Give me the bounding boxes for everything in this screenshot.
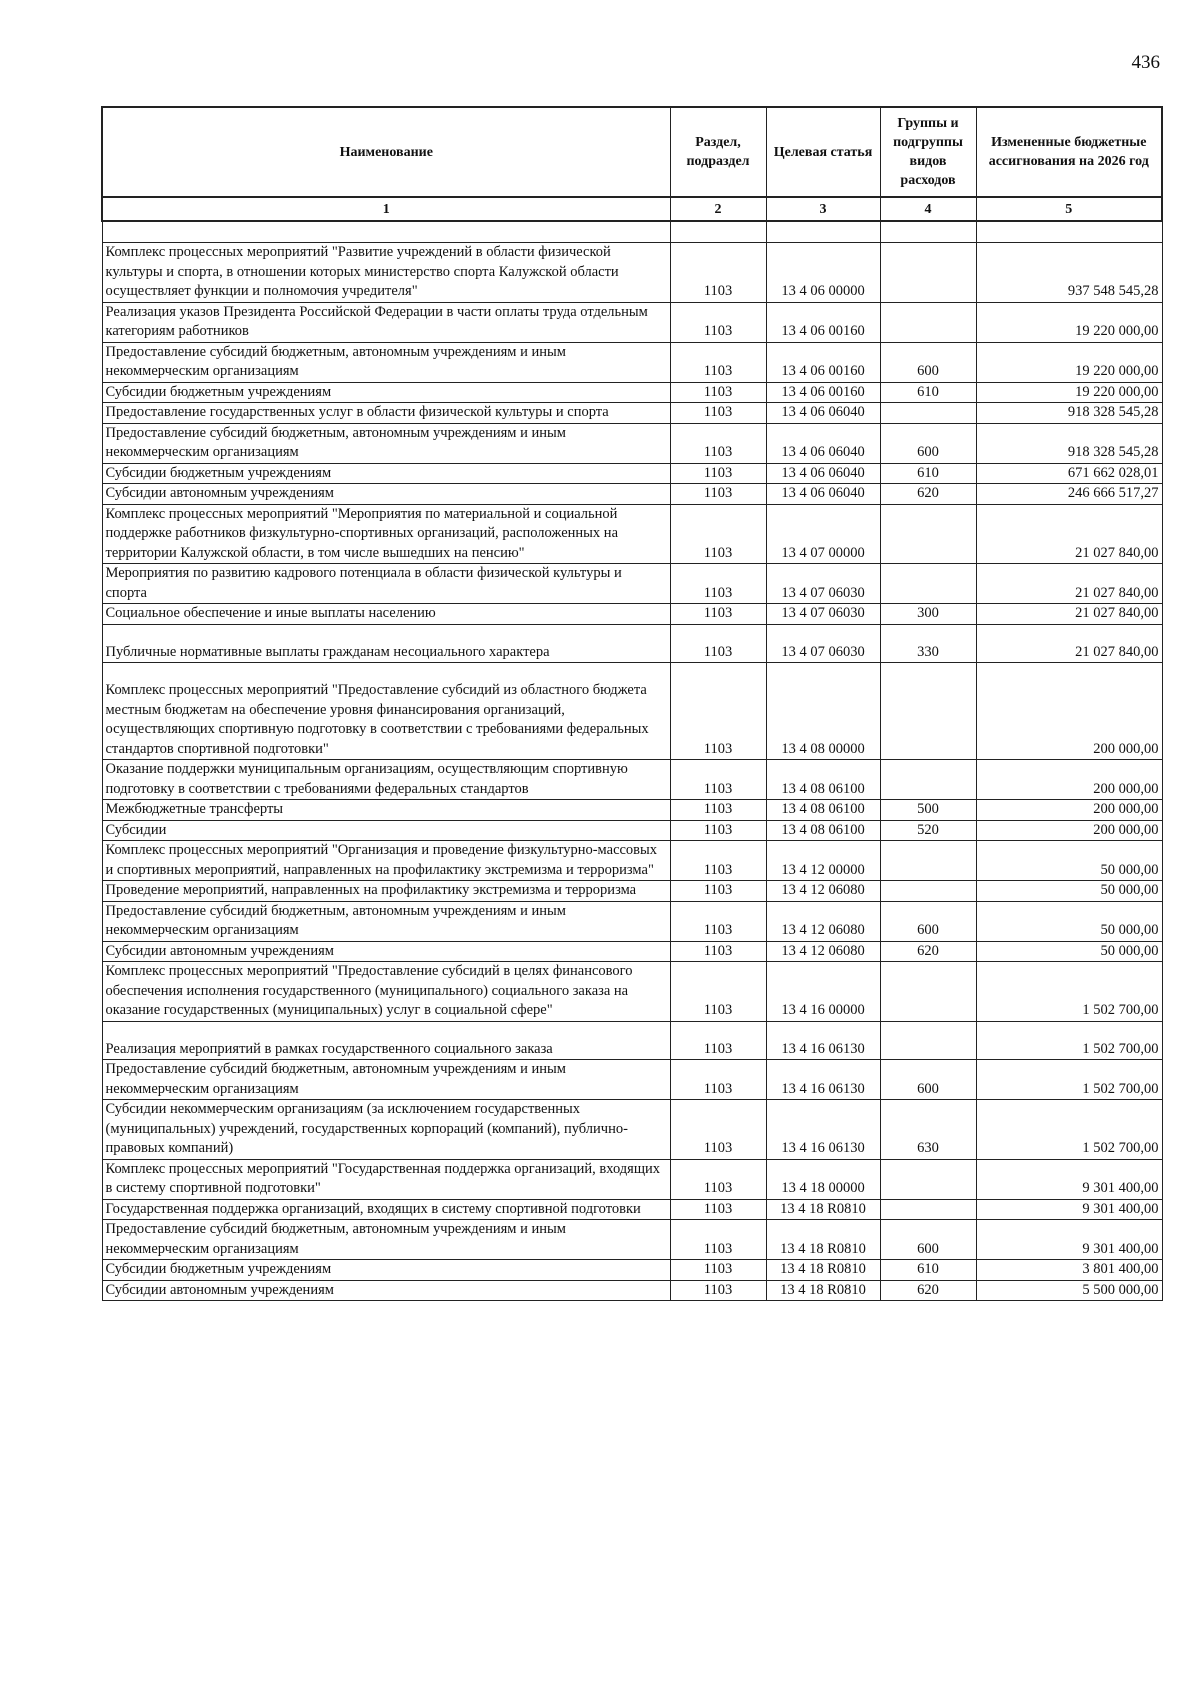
row-amount: 21 027 840,00 — [976, 564, 1162, 604]
row-section: 1103 — [670, 463, 766, 484]
row-amount: 50 000,00 — [976, 941, 1162, 962]
row-name: Комплекс процессных мероприятий "Предоставление субсидий в целях финансового обеспечения исполнения государственного (муниципального) социального заказа на оказание государственных (муниципальных) услуг в социальной сфере" — [102, 962, 670, 1022]
page-number: 436 — [1131, 52, 1160, 73]
row-group: 300 — [880, 604, 976, 625]
row-article: 13 4 06 00160 — [766, 302, 880, 342]
row-section: 1103 — [670, 243, 766, 303]
row-name: Субсидии автономным учреждениям — [102, 1280, 670, 1301]
row-group — [880, 1040, 976, 1060]
row-article: 13 4 12 06080 — [766, 881, 880, 902]
table-row — [102, 643, 1162, 663]
row-group: 600 — [880, 342, 976, 382]
row-article: 13 4 18 R0810 — [766, 1280, 880, 1301]
column-number: 2 — [670, 197, 766, 221]
row-group — [880, 1199, 976, 1220]
table-row — [102, 302, 1162, 342]
row-section: 1103 — [670, 504, 766, 564]
row-amount: 200 000,00 — [976, 681, 1162, 760]
row-amount: 50 000,00 — [976, 901, 1162, 941]
row-name: Межбюджетные трансферты — [102, 800, 670, 821]
row-group — [880, 504, 976, 564]
row-article: 13 4 07 06030 — [766, 643, 880, 663]
table-row — [102, 403, 1162, 424]
table-row — [102, 962, 1162, 1022]
row-article: 13 4 12 06080 — [766, 941, 880, 962]
row-group: 600 — [880, 1060, 976, 1100]
table-row — [102, 243, 1162, 303]
row-section: 1103 — [670, 820, 766, 841]
row-section: 1103 — [670, 1199, 766, 1220]
row-group: 330 — [880, 643, 976, 663]
row-article: 13 4 06 06040 — [766, 463, 880, 484]
row-article: 13 4 08 06100 — [766, 800, 880, 821]
table-row — [102, 484, 1162, 505]
row-group — [880, 841, 976, 881]
row-article: 13 4 18 00000 — [766, 1159, 880, 1199]
row-amount: 671 662 028,01 — [976, 463, 1162, 484]
spacer-row — [102, 663, 1162, 682]
table-row — [102, 423, 1162, 463]
table-row — [102, 800, 1162, 821]
row-name: Предоставление субсидий бюджетным, автономным учреждениям и иным некоммерческим организациям — [102, 423, 670, 463]
row-article: 13 4 08 00000 — [766, 681, 880, 760]
table-row — [102, 1220, 1162, 1260]
row-article: 13 4 16 06130 — [766, 1060, 880, 1100]
row-section: 1103 — [670, 382, 766, 403]
row-article: 13 4 06 00160 — [766, 342, 880, 382]
table-row — [102, 382, 1162, 403]
row-amount: 937 548 545,28 — [976, 243, 1162, 303]
row-article: 13 4 07 06030 — [766, 604, 880, 625]
row-group: 620 — [880, 484, 976, 505]
row-article: 13 4 07 06030 — [766, 564, 880, 604]
table-row — [102, 504, 1162, 564]
row-amount: 50 000,00 — [976, 841, 1162, 881]
row-name: Публичные нормативные выплаты гражданам несоциального характера — [102, 643, 670, 663]
row-section: 1103 — [670, 800, 766, 821]
table-row — [102, 1199, 1162, 1220]
row-article: 13 4 18 R0810 — [766, 1260, 880, 1281]
row-group — [880, 881, 976, 902]
row-name: Предоставление субсидий бюджетным, автономным учреждениям и иным некоммерческим организациям — [102, 342, 670, 382]
row-section: 1103 — [670, 881, 766, 902]
row-group — [880, 302, 976, 342]
row-amount: 9 301 400,00 — [976, 1199, 1162, 1220]
row-section: 1103 — [670, 604, 766, 625]
row-section: 1103 — [670, 1060, 766, 1100]
row-amount: 200 000,00 — [976, 760, 1162, 800]
table-row — [102, 841, 1162, 881]
row-section: 1103 — [670, 962, 766, 1022]
row-section: 1103 — [670, 342, 766, 382]
table-row — [102, 604, 1162, 625]
row-name: Оказание поддержки муниципальным организациям, осуществляющим спортивную подготовку в соответствии с требованиями федеральных стандартов — [102, 760, 670, 800]
row-article: 13 4 18 R0810 — [766, 1199, 880, 1220]
header-row — [102, 107, 1162, 197]
row-group — [880, 962, 976, 1022]
row-article: 13 4 08 06100 — [766, 820, 880, 841]
row-group — [880, 760, 976, 800]
header-article: Целевая статья — [766, 107, 880, 197]
row-section: 1103 — [670, 901, 766, 941]
row-section: 1103 — [670, 1280, 766, 1301]
row-amount: 200 000,00 — [976, 800, 1162, 821]
row-group: 620 — [880, 941, 976, 962]
row-article: 13 4 07 00000 — [766, 504, 880, 564]
row-group: 610 — [880, 382, 976, 403]
row-amount: 1 502 700,00 — [976, 1040, 1162, 1060]
row-article: 13 4 16 06130 — [766, 1100, 880, 1160]
row-name: Предоставление государственных услуг в области физической культуры и спорта — [102, 403, 670, 424]
row-amount: 19 220 000,00 — [976, 302, 1162, 342]
row-amount: 21 027 840,00 — [976, 504, 1162, 564]
row-amount: 50 000,00 — [976, 881, 1162, 902]
column-number-row — [102, 197, 1162, 221]
row-name: Предоставление субсидий бюджетным, автономным учреждениям и иным некоммерческим организациям — [102, 1220, 670, 1260]
row-amount: 9 301 400,00 — [976, 1220, 1162, 1260]
row-section: 1103 — [670, 1220, 766, 1260]
row-article: 13 4 12 00000 — [766, 841, 880, 881]
row-section: 1103 — [670, 423, 766, 463]
row-name: Реализация указов Президента Российской Федерации в части оплаты труда отдельным категориям работников — [102, 302, 670, 342]
table-row — [102, 681, 1162, 760]
row-amount: 1 502 700,00 — [976, 1060, 1162, 1100]
row-article: 13 4 06 06040 — [766, 423, 880, 463]
row-amount: 19 220 000,00 — [976, 342, 1162, 382]
row-name: Субсидии — [102, 820, 670, 841]
row-name: Реализация мероприятий в рамках государственного социального заказа — [102, 1040, 670, 1060]
row-amount: 1 502 700,00 — [976, 962, 1162, 1022]
row-amount: 21 027 840,00 — [976, 643, 1162, 663]
row-section: 1103 — [670, 643, 766, 663]
row-amount: 9 301 400,00 — [976, 1159, 1162, 1199]
row-group — [880, 243, 976, 303]
row-article: 13 4 06 06040 — [766, 484, 880, 505]
row-name: Комплекс процессных мероприятий "Организация и проведение физкультурно-массовых и спортивных мероприятий, направленных на профилактику экстремизма и терроризма" — [102, 841, 670, 881]
budget-table — [101, 106, 1163, 1301]
row-group: 520 — [880, 820, 976, 841]
row-article: 13 4 06 00000 — [766, 243, 880, 303]
row-name: Субсидии бюджетным учреждениям — [102, 1260, 670, 1281]
row-name: Комплекс процессных мероприятий "Развитие учреждений в области физической культуры и спорта, в отношении которых министерство спорта Калужской области осуществляет функции и полномочия учредителя" — [102, 243, 670, 303]
table-row — [102, 1159, 1162, 1199]
row-section: 1103 — [670, 681, 766, 760]
row-group — [880, 1159, 976, 1199]
row-name: Мероприятия по развитию кадрового потенциала в области физической культуры и спорта — [102, 564, 670, 604]
spacer-row — [102, 1021, 1162, 1040]
row-amount: 5 500 000,00 — [976, 1280, 1162, 1301]
spacer-row — [102, 221, 1162, 243]
table-row — [102, 881, 1162, 902]
table-row — [102, 820, 1162, 841]
table-row — [102, 941, 1162, 962]
row-amount: 1 502 700,00 — [976, 1100, 1162, 1160]
column-number: 3 — [766, 197, 880, 221]
row-amount: 21 027 840,00 — [976, 604, 1162, 625]
row-article: 13 4 12 06080 — [766, 901, 880, 941]
row-section: 1103 — [670, 941, 766, 962]
row-group — [880, 564, 976, 604]
row-name: Комплекс процессных мероприятий "Мероприятия по материальной и социальной поддержке работников физкультурно-спортивных организаций, расположенных на территории Калужской области, в том числе вышедших на пенсию" — [102, 504, 670, 564]
row-group: 610 — [880, 1260, 976, 1281]
row-article: 13 4 16 00000 — [766, 962, 880, 1022]
column-number: 5 — [976, 197, 1162, 221]
row-article: 13 4 06 00160 — [766, 382, 880, 403]
table-row — [102, 1060, 1162, 1100]
row-amount: 19 220 000,00 — [976, 382, 1162, 403]
header-section: Раздел, подраздел — [670, 107, 766, 197]
header-name: Наименование — [102, 107, 670, 197]
row-article: 13 4 16 06130 — [766, 1040, 880, 1060]
row-name: Комплекс процессных мероприятий "Государственная поддержка организаций, входящих в систему спортивной подготовки" — [102, 1159, 670, 1199]
row-name: Государственная поддержка организаций, входящих в систему спортивной подготовки — [102, 1199, 670, 1220]
table-row — [102, 760, 1162, 800]
row-group — [880, 681, 976, 760]
row-section: 1103 — [670, 403, 766, 424]
row-section: 1103 — [670, 1260, 766, 1281]
row-article: 13 4 06 06040 — [766, 403, 880, 424]
table-body — [102, 221, 1162, 1301]
table-row — [102, 463, 1162, 484]
row-name: Субсидии автономным учреждениям — [102, 941, 670, 962]
row-amount: 918 328 545,28 — [976, 403, 1162, 424]
header-amount: Измененные бюджетные ассигнования на 2026 год — [976, 107, 1162, 197]
column-number: 4 — [880, 197, 976, 221]
header-group: Группы и подгруппы видов расходов — [880, 107, 976, 197]
row-section: 1103 — [670, 1100, 766, 1160]
table-row — [102, 1280, 1162, 1301]
row-amount: 918 328 545,28 — [976, 423, 1162, 463]
row-article: 13 4 18 R0810 — [766, 1220, 880, 1260]
table-row — [102, 1100, 1162, 1160]
row-name: Комплекс процессных мероприятий "Предоставление субсидий из областного бюджета местным бюджетам на обеспечение уровня финансирования организаций, осуществляющих спортивную подготовку в соответствии с требованиями федеральных стандартов спортивной подготовки" — [102, 681, 670, 760]
row-section: 1103 — [670, 1040, 766, 1060]
row-group: 600 — [880, 1220, 976, 1260]
table-row — [102, 1040, 1162, 1060]
row-section: 1103 — [670, 302, 766, 342]
row-group: 500 — [880, 800, 976, 821]
row-name: Субсидии некоммерческим организациям (за исключением государственных (муниципальных) учреждений, государственных корпораций (компаний), публично-правовых компаний) — [102, 1100, 670, 1160]
table-row — [102, 564, 1162, 604]
row-section: 1103 — [670, 1159, 766, 1199]
table-row — [102, 342, 1162, 382]
column-number: 1 — [102, 197, 670, 221]
row-article: 13 4 08 06100 — [766, 760, 880, 800]
row-group: 600 — [880, 901, 976, 941]
row-group: 600 — [880, 423, 976, 463]
row-amount: 246 666 517,27 — [976, 484, 1162, 505]
row-group: 610 — [880, 463, 976, 484]
row-amount: 200 000,00 — [976, 820, 1162, 841]
row-name: Предоставление субсидий бюджетным, автономным учреждениям и иным некоммерческим организациям — [102, 901, 670, 941]
row-name: Предоставление субсидий бюджетным, автономным учреждениям и иным некоммерческим организациям — [102, 1060, 670, 1100]
row-name: Субсидии бюджетным учреждениям — [102, 382, 670, 403]
row-section: 1103 — [670, 841, 766, 881]
row-name: Проведение мероприятий, направленных на профилактику экстремизма и терроризма — [102, 881, 670, 902]
row-name: Субсидии автономным учреждениям — [102, 484, 670, 505]
row-amount: 3 801 400,00 — [976, 1260, 1162, 1281]
row-section: 1103 — [670, 564, 766, 604]
row-name: Субсидии бюджетным учреждениям — [102, 463, 670, 484]
row-group: 630 — [880, 1100, 976, 1160]
row-section: 1103 — [670, 484, 766, 505]
row-group — [880, 403, 976, 424]
table-row — [102, 901, 1162, 941]
spacer-row — [102, 624, 1162, 643]
table-row — [102, 1260, 1162, 1281]
row-name: Социальное обеспечение и иные выплаты населению — [102, 604, 670, 625]
row-group: 620 — [880, 1280, 976, 1301]
row-section: 1103 — [670, 760, 766, 800]
